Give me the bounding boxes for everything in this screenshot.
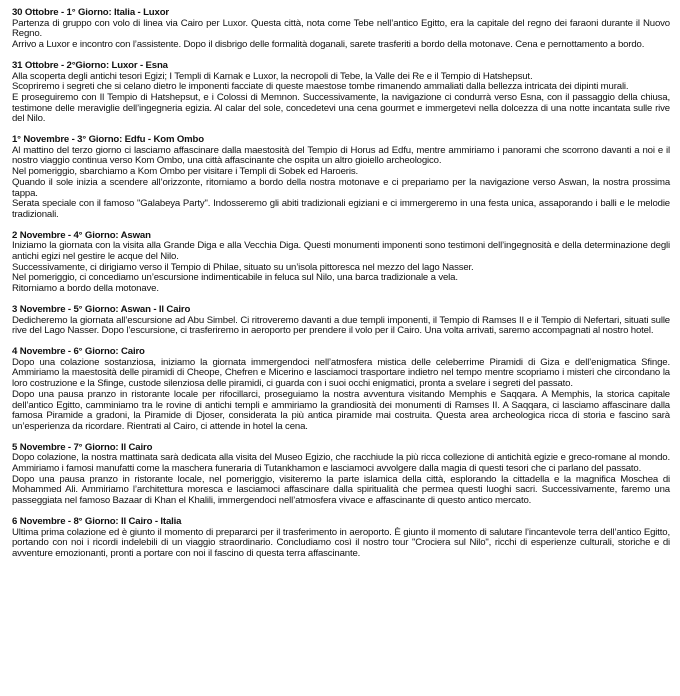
day-3-paragraph-2: Nel pomeriggio, sbarchiamo a Kom Ombo per visitare i Templi di Sobek ed Haroeris.: [12, 166, 358, 178]
day-3-paragraph-3: Quando il sole inizia a scendere all’orizzonte, ritorniamo a bordo della nostra motonave e ci prepariamo per la navigazione verso Aswan, la nostra prossima tappa.: [12, 176, 670, 199]
day-3-title: 1° Novembre - 3° Giorno: Edfu - Kom Ombo: [12, 134, 204, 146]
day-1-title: 30 Ottobre - 1° Giorno: Italia - Luxor: [12, 7, 169, 18]
day-2-section: [12, 61, 670, 125]
day-3-section: [12, 135, 670, 221]
day-2-title: 31 Ottobre - 2°Giorno: Luxor - Esna: [12, 59, 168, 71]
day-4-paragraph-1: Iniziamo la giornata con la visita alla Grande Diga e alla Vecchia Diga. Questi monumenti imponenti sono testimoni dell’ingegnosità e della determinazione degli antichi egizi nel gestire le acque del Nilo.: [12, 240, 670, 263]
day-5-paragraph-1: Dedicheremo la giornata all’escursione ad Abu Simbel. Ci ritroveremo davanti a due templi imponenti, il Tempio di Ramses II e il Tempio di Nefertari, situati sulle rive del Lago Nasser. Dopo l’escursione, ci trasferiremo in aeroporto per prendere il volo per il Cairo. Una volta arrivati, saremo accompagnati al nostro hotel.: [12, 314, 670, 337]
day-4-title: 2 Novembre - 4° Giorno: Aswan: [12, 229, 151, 241]
day-8-section: [12, 517, 670, 560]
itinerary-document: [12, 8, 670, 570]
day-6-title: 4 Novembre - 6° Giorno: Cairo: [12, 345, 145, 357]
day-5-section: [12, 305, 670, 337]
day-7-title: 5 Novembre - 7° Giorno: Il Cairo: [12, 441, 153, 453]
day-1-section: [12, 8, 670, 51]
day-2-paragraph-3: E proseguiremo con Il Tempio di Hatshepsut, e i Colossi di Memnon. Successivamente, la navigazione ci condurrà verso Esna, con il passaggio della chiusa, testimone delle meraviglie dell’ingegneria egizia. Al calar del sole, concedetevi una cena gourmet e immergetevi nella dolcezza di una notte incantata sulle rive del Nilo.: [12, 91, 670, 125]
day-8-paragraph-1: Ultima prima colazione ed è giunto il momento di prepararci per il trasferimento in aeroporto. È giunto il momento di salutare l’incantevole terra dell’antico Egitto, portando con noi i ricordi indelebili di un viaggio straordinario. Concludiamo così il nostro tour "Crociera sul Nilo", ricchi di esperienze culturali, storiche e di avventure emozionanti, pronti a portare con noi il fascino di questa terra affascinante.: [12, 526, 670, 559]
day-2-paragraph-2: Scopriremo i segreti che si celano dietro le imponenti facciate di queste maestose tombe rimanendo ammaliati dalla bellezza intricata dei dipinti murali.: [12, 81, 629, 93]
day-1-paragraph-1: Partenza di gruppo con volo di linea via Cairo per Luxor. Questa città, nota come Tebe nell’antico Egitto, era la capitale del regno dei faraoni durante il Nuovo Regno.: [12, 17, 670, 40]
day-5-title: 3 Novembre - 5° Giorno: Aswan - Il Cairo: [12, 303, 191, 315]
day-6-section: [12, 347, 670, 433]
day-3-paragraph-1: Al mattino del terzo giorno ci lasciamo affascinare dalla maestosità del Tempio di Horus ad Edfu, mentre ammiriamo i panorami che scorrono davanti a noi e il nostro viaggio continua verso Kom Ombo, una città affascinante che ospita un altro gioiello archeologico.: [12, 144, 670, 167]
day-4-paragraph-4: Ritorniamo a bordo della motonave.: [12, 283, 159, 295]
day-6-paragraph-2: Dopo una pausa pranzo in ristorante locale per rifocillarci, proseguiamo la nostra avventura visitando Memphis e Saqqara. A Memphis, la storica capitale dell’antico Egitto, camminiamo tra le rovine di antichi templi e ammiriamo la grandiosità dei monumenti di Ramses II. A Saqqara, ci lasciamo affascinare dalla famosa Piramide a gradoni, la Piramide di Djoser, considerata la più antica piramide mai costruita. Questa area archeologica ricca di storia e fascino sarà un’esperienza da ricordare. Rientrati al Cairo, ci attende in hotel la cena.: [12, 388, 670, 432]
day-8-title: 6 Novembre - 8° Giorno: Il Cairo - Italia: [12, 515, 182, 527]
day-7-paragraph-2: Dopo una pausa pranzo in ristorante locale, nel pomeriggio, visiteremo la parte islamica della città, esplorando la cittadella e la magnifica Moschea di Mohammed Ali. Ammiriamo l’architettura moresca e lasciamoci affascinare dalla spiritualità che permea questi luoghi sacri. Successivamente, faremo una passeggiata nel famoso Bazaar di Khan el Khalili, immergendoci nell’atmosfera vivace e affascinante di questo antico mercato.: [12, 473, 670, 507]
day-6-paragraph-1: Dopo una colazione sostanziosa, iniziamo la giornata immergendoci nell’atmosfera mistica delle celeberrime Piramidi di Giza e dell’enigmatica Sfinge. Ammiriamo la maestosità delle piramidi di Cheope, Chefren e Micerino e lasciamoci trasportare indietro nel tempo mentre scopriamo i misteri che circondano la loro costruzione e la Sfinge, custode silenziosa delle piramidi, ci guarda con i suoi occhi enigmatici, pronta a svelare i segreti del passato.: [12, 356, 670, 390]
day-7-paragraph-1: Dopo colazione, la nostra mattinata sarà dedicata alla visita del Museo Egizio, che racchiude la più ricca collezione di antichità egizie e greco-romane al mondo. Ammiriamo i famosi manufatti come la maschera funeraria di Tutankhamon e lasciamoci avvolgere dalla magia di questi tesori che ci parlano del passato.: [12, 452, 670, 475]
day-4-paragraph-3: Nel pomeriggio, ci concediamo un’escursione indimenticabile in feluca sul Nilo, una barca tradizionale a vela.: [12, 272, 458, 284]
day-1-paragraph-2: Arrivo a Luxor e incontro con l’assistente. Dopo il disbrigo delle formalità doganali, sarete trasferiti a bordo della motonave. Cena e pernottamento a bordo.: [12, 39, 645, 51]
day-3-paragraph-4: Serata speciale con il famoso "Galabeya Party". Indosseremo gli abiti tradizionali egiziani e ci immergeremo in una festa unica, assaporando i balli e le melodie tradizionali.: [12, 198, 670, 220]
day-2-paragraph-1: Alla scoperta degli antichi tesori Egizi; I Templi di Karnak e Luxor, la necropoli di Tebe, la Valle dei Re e il Tempio di Hatshepsut.: [12, 70, 533, 82]
day-7-section: [12, 443, 670, 507]
day-4-paragraph-2: Successivamente, ci dirigiamo verso il Tempio di Philae, situato su un’isola pittoresca nel mezzo del lago Nasser.: [12, 261, 474, 273]
day-4-section: [12, 231, 670, 295]
